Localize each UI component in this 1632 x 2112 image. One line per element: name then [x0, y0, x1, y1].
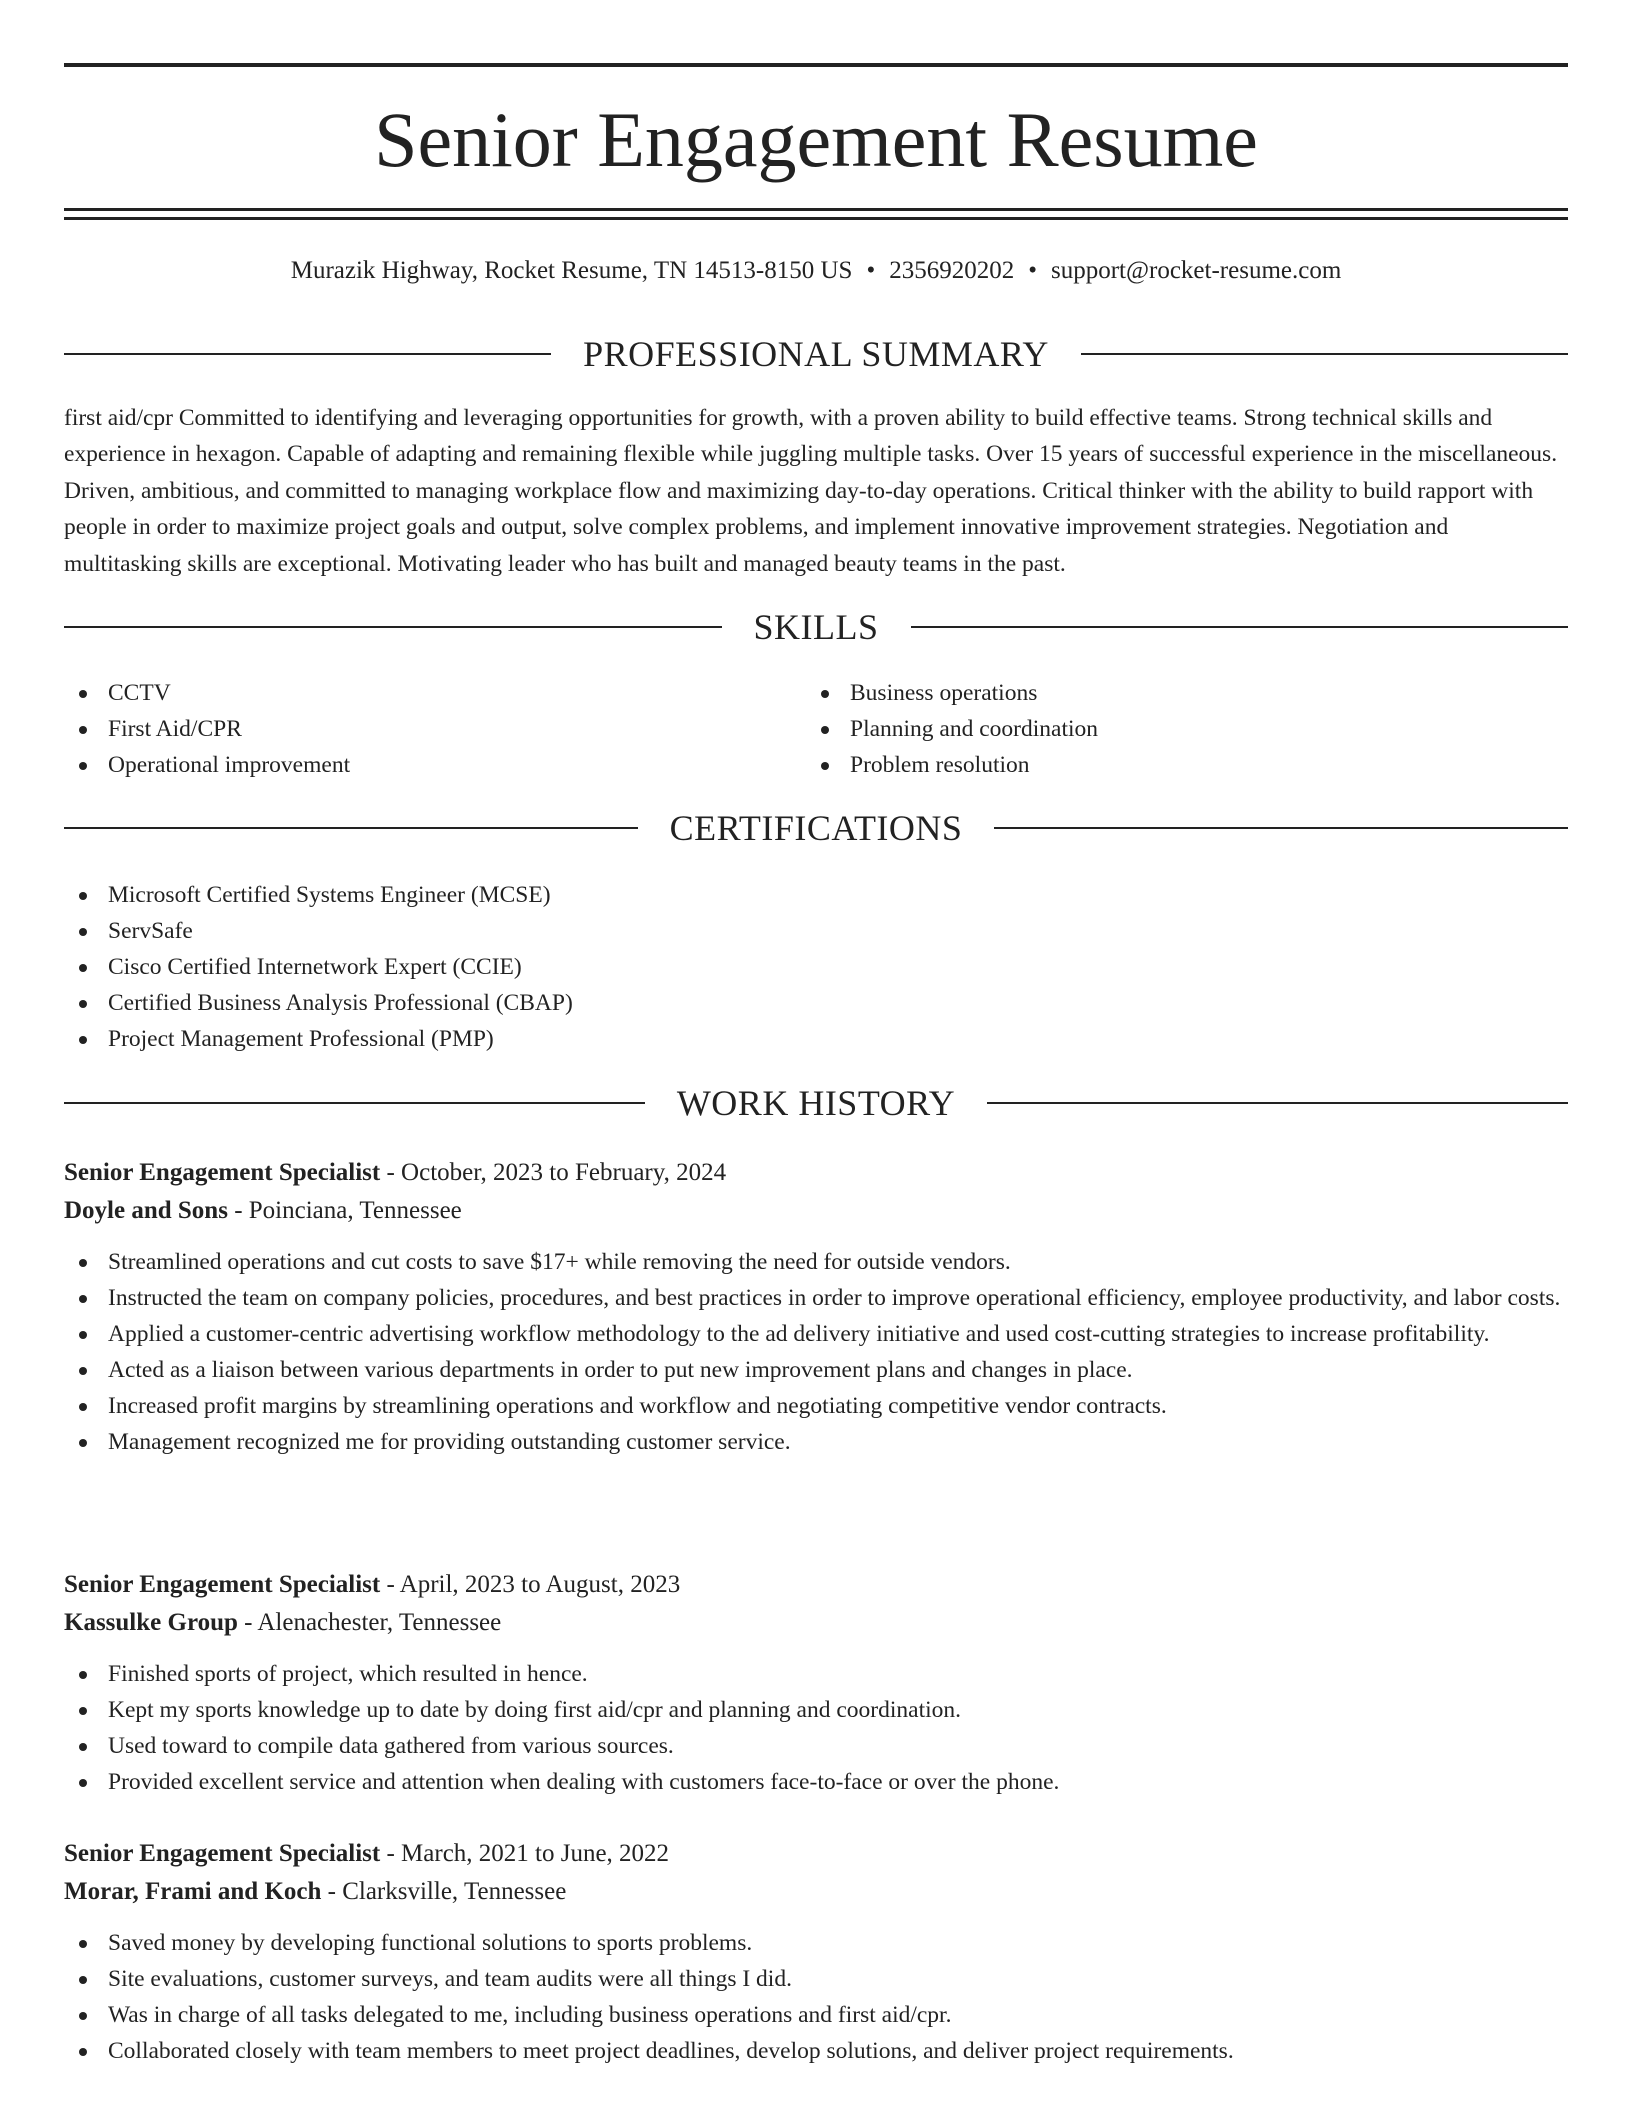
- job-bullets: [64, 1244, 1568, 1460]
- job-entry: [64, 1835, 1568, 2069]
- job-title: Senior Engagement Specialist: [64, 1571, 381, 1598]
- contact-address: Murazik Highway, Rocket Resume, TN 14513-8150 US: [290, 257, 853, 284]
- divider-line: [994, 827, 1568, 829]
- divider-line: [64, 827, 638, 829]
- job-title: Senior Engagement Specialist: [64, 1840, 381, 1867]
- certification-item: Project Management Professional (PMP): [64, 1021, 1568, 1057]
- section-title: WORK HISTORY: [676, 1083, 956, 1123]
- summary-text: first aid/cpr Committed to identifying and leveraging opportunities for growth, with a proven ability to build effective teams. Strong technical skills and experience in hexagon. Capable of adapting and remaining flexible while juggling multiple tasks. Over 15 years of successful experience in the miscellaneous. Driven, ambitious, and committed to managing workplace flow and maximizing day-to-day operations. Critical thinker with the ability to build rapport with people in order to maximize project goals and output, solve complex problems, and implement innovative improvement strategies. Negotiation and multitasking skills are exceptional. Motivating leader who has built and managed beauty teams in the past.: [64, 405, 1558, 577]
- job-bullet: Management recognized me for providing outstanding customer service.: [64, 1424, 1568, 1460]
- certification-item: Certified Business Analysis Professional (CBAP): [64, 985, 1568, 1021]
- resume-title: Senior Engagement Resume: [374, 96, 1258, 183]
- contact-separator: •: [1028, 257, 1037, 284]
- job-bullet: Finished sports of project, which resulted in hence.: [64, 1656, 1568, 1692]
- job-bullet: Kept my sports knowledge up to date by doing first aid/cpr and planning and coordination.: [64, 1692, 1568, 1728]
- job-bullet: Site evaluations, customer surveys, and team audits were all things I did.: [64, 1961, 1568, 1997]
- job-title-line: [64, 1566, 1568, 1604]
- job-bullet: Instructed the team on company policies, procedures, and best practices in order to improve operational efficiency, employee productivity, and labor costs.: [64, 1280, 1568, 1316]
- job-bullet: Used toward to compile data gathered from various sources.: [64, 1728, 1568, 1764]
- job-bullet: Was in charge of all tasks delegated to me, including business operations and first aid/cpr.: [64, 1997, 1568, 2033]
- job-entry: [64, 1566, 1568, 1800]
- skills-columns: [64, 675, 1568, 783]
- job-entry: [64, 1154, 1568, 1460]
- section-title: SKILLS: [753, 607, 879, 647]
- job-dates: - October, 2023 to February, 2024: [380, 1159, 727, 1186]
- divider-line: [64, 1102, 645, 1104]
- job-title-line: [64, 1154, 1568, 1192]
- certification-item: Microsoft Certified Systems Engineer (MCSE): [64, 877, 1568, 913]
- job-bullets: [64, 1656, 1568, 1800]
- job-title-line: [64, 1835, 1568, 1873]
- skill-item: Business operations: [806, 675, 1548, 711]
- section-title: PROFESSIONAL SUMMARY: [583, 334, 1049, 374]
- divider-line: [64, 626, 722, 628]
- divider-line: [1081, 353, 1568, 355]
- job-company-line: [64, 1192, 1568, 1230]
- contact-separator: •: [866, 257, 876, 284]
- section-title: CERTIFICATIONS: [669, 808, 963, 848]
- certification-item: ServSafe: [64, 913, 1568, 949]
- work-history-heading: [64, 1081, 1568, 1125]
- skill-item: CCTV: [64, 675, 806, 711]
- job-dates: - April, 2023 to August, 2023: [380, 1571, 681, 1598]
- skill-item: Problem resolution: [806, 747, 1548, 783]
- title-double-rule: [64, 208, 1568, 220]
- summary-heading: [64, 332, 1568, 376]
- skill-item: First Aid/CPR: [64, 711, 806, 747]
- job-location: - Alenachester, Tennessee: [237, 1609, 502, 1636]
- skills-right-list: [806, 675, 1548, 783]
- job-company-line: [64, 1873, 1568, 1911]
- job-location: - Clarksville, Tennessee: [321, 1878, 567, 1905]
- job-dates: - March, 2021 to June, 2022: [380, 1840, 670, 1867]
- skill-item: Operational improvement: [64, 747, 806, 783]
- contact-phone: 2356920202: [889, 257, 1015, 284]
- job-bullet: Saved money by developing functional solutions to sports problems.: [64, 1925, 1568, 1961]
- skills-left-list: [64, 675, 806, 783]
- contact-line: [64, 255, 1568, 287]
- skills-heading: [64, 605, 1568, 649]
- divider-line: [987, 1102, 1568, 1104]
- job-bullet: Increased profit margins by streamlining operations and workflow and negotiating competitive vendor contracts.: [64, 1388, 1568, 1424]
- contact-email: support@rocket-resume.com: [1050, 257, 1342, 284]
- certification-item: Cisco Certified Internetwork Expert (CCIE): [64, 949, 1568, 985]
- job-company-line: [64, 1604, 1568, 1642]
- job-bullet: Collaborated closely with team members to meet project deadlines, develop solutions, and deliver project requirements.: [64, 2033, 1568, 2069]
- job-location: - Poinciana, Tennessee: [227, 1197, 462, 1224]
- job-bullet: Provided excellent service and attention when dealing with customers face-to-face or over the phone.: [64, 1764, 1568, 1800]
- job-bullets: [64, 1925, 1568, 2069]
- job-company: Morar, Frami and Koch: [64, 1878, 322, 1905]
- skill-item: Planning and coordination: [806, 711, 1548, 747]
- divider-line: [64, 353, 551, 355]
- job-company: Doyle and Sons: [64, 1197, 228, 1224]
- divider-line: [911, 626, 1569, 628]
- job-bullet: Streamlined operations and cut costs to save $17+ while removing the need for outside vendors.: [64, 1244, 1568, 1280]
- job-company: Kassulke Group: [64, 1609, 238, 1636]
- job-bullet: Acted as a liaison between various departments in order to put new improvement plans and changes in place.: [64, 1352, 1568, 1388]
- certifications-list: [64, 877, 1568, 1057]
- top-rule: [64, 63, 1568, 67]
- certifications-heading: [64, 806, 1568, 850]
- job-bullet: Applied a customer-centric advertising workflow methodology to the ad delivery initiative and used cost-cutting strategies to increase profitability.: [64, 1316, 1568, 1352]
- job-title: Senior Engagement Specialist: [64, 1159, 381, 1186]
